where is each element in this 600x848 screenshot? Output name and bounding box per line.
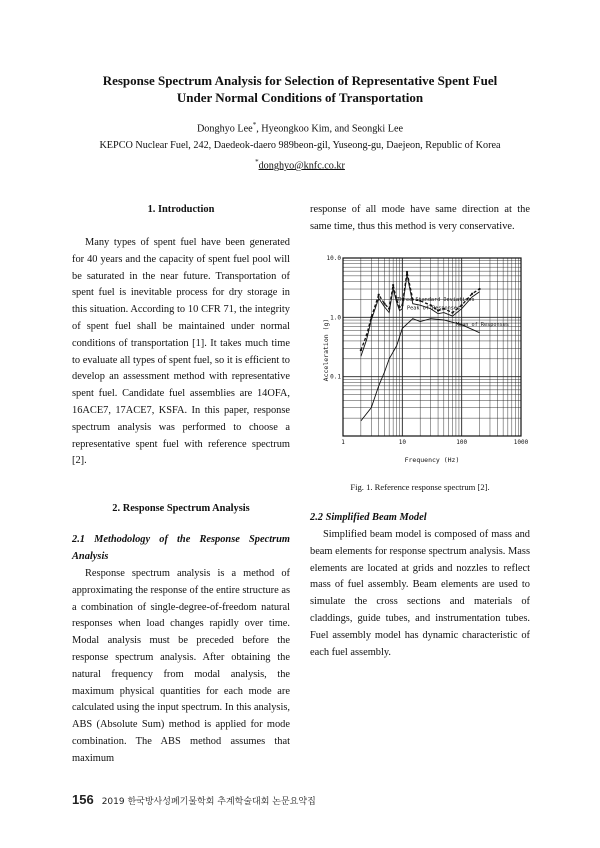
series-point [406,271,408,273]
series-point [360,349,362,351]
figure-caption: Fig. 1. Reference response spectrum [2]. [350,482,490,492]
reference-spectrum-chart [318,250,530,470]
author-mark: * [252,121,257,129]
section-1-heading: 1. Introduction [147,204,215,215]
x-tick-label: 1000 [513,439,529,446]
series-point [478,288,480,290]
x-tick-label: 1 [341,439,345,446]
series-label: Three Standard Deviations [396,296,475,303]
email-mark: * [255,158,259,166]
series-point [461,304,463,306]
page-footer [72,792,316,807]
email-link[interactable]: donghyo@knfc.co.kr [258,160,345,172]
title-line-1: Response Spectrum Analysis for Selection of Representative Spent Fuel [102,73,498,88]
page-number: 156 [72,792,94,807]
x-tick-label: 10 [398,439,406,446]
series-point [383,303,385,305]
continuation-paragraph: response of all mode have same direction at the same time, thus this method is very conservative. [310,204,530,232]
affiliation: KEPCO Nuclear Fuel, 242, Daedeok-daero 989beon-gil, Yuseong-gu, Daejeon, Republic of Korea [99,140,501,151]
series-label: Mean of Responses [455,321,510,328]
section-2-heading: 2. Response Spectrum Analysis [112,503,250,514]
other-authors: , Hyeongkoo Kim, and Seongki Lee [256,123,404,135]
y-axis-label: Acceleration (g) [322,318,330,382]
series-point [378,294,380,296]
y-tick-label: 0.1 [330,373,341,381]
proceedings-title: 2019 한국방사성폐기물학회 추계학술대회 논문요약집 [101,797,316,807]
first-author: Donghyo Lee [196,123,253,135]
paper-title [40,72,560,106]
title-line-2: Under Normal Conditions of Transportation [176,90,424,105]
series-point [471,293,473,295]
y-tick-label: 1.0 [330,314,341,322]
series-point [392,284,394,286]
y-tick-label: 10.0 [326,255,341,262]
corresponding-email [40,158,560,171]
methodology-paragraph: Response spectrum analysis is a method of approximating the response of the entire structure as a combination of single-degree-of-freedom natural responses when load changes rapidly over time. Modal analysis must be preceded before the response spectrum analysis. After obtaining the natural frequency from modal analysis, the maximum physical quantities for each mode are calculated using the input spectrum. In this analysis, ABS (Absolute Sum) method is applied for mode combination. The ABS method assumes that maximum [72,568,290,764]
series-point [451,312,453,314]
tick-labels [327,255,529,446]
intro-paragraph: Many types of spent fuel have been generated for 40 years and the capacity of spent fuel pool will be saturated in the near future. Transportation of spent fuel is inevitable process for dry storage in this situation. According to 10 CFR 71, the integrity of spent fuel shall be maintained under normal conditions of transportation [1]. It takes much time to evaluate all types of spent fuel, so it is efficient to develop an assessment method with representative spent fuel. Candidate fuel assemblies are 14OFA, 16ACE7, 17ACE7, KSFA. In this paper, response spectrum analysis was performed to choose a representative spent fuel with reference spectrum [2]. [72,237,290,467]
subsection-2-2-heading: 2.2 Simplified Beam Model [310,512,427,523]
x-axis-label: Frequency (Hz) [404,456,460,464]
beam-model-paragraph: Simplified beam model is composed of mass and beam elements for response spectrum analysis. Mass elements are located at grids and nozzles to reflect mass of fuel assembly. Beam elements are used to simulate the cross sections and materials of claddings, guide tubes, and instrumentation tubes. Fuel assembly model has dynamic characteristic of each fuel assembly. [310,529,530,658]
author-list [40,121,560,134]
subsection-2-1-heading: 2.1 Methodology of the Response Spectrum Analysis [72,534,290,562]
x-tick-label: 100 [456,439,468,446]
series-label: Peak of Responses [407,305,461,312]
